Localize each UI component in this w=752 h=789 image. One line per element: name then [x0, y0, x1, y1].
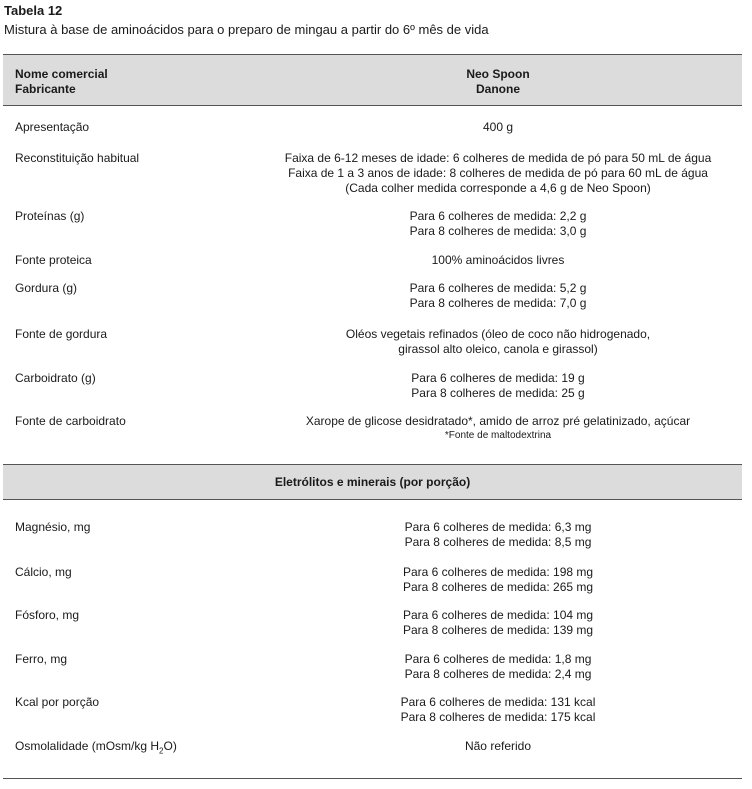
row-label: Kcal por porção: [15, 695, 100, 709]
row-value: [233, 414, 752, 442]
section-header: [3, 464, 742, 500]
footnote: *Fonte de maltodextrina: [444, 430, 552, 441]
row-value: [233, 739, 752, 754]
row-label: Carboidrato (g): [15, 371, 96, 385]
value-line: Faixa de 1 a 3 anos de idade: 8 colheres de medida de pó para 60 mL de água: [288, 166, 708, 180]
row-label: Fósforo, mg: [15, 608, 80, 622]
row-label: Ferro, mg: [15, 652, 68, 666]
value-line: Para 6 colheres de medida: 198 mg: [402, 565, 594, 579]
header-commercial-name: Nome comercial: [15, 67, 108, 81]
row-label: Apresentação: [15, 120, 90, 134]
row-value: [233, 608, 752, 638]
row-label: Proteínas (g): [15, 209, 85, 223]
value-line: Para 8 colheres de medida: 175 kcal: [400, 710, 596, 724]
value-line: Para 6 colheres de medida: 6,3 mg: [404, 520, 592, 534]
table-header: [3, 54, 742, 106]
label-text: O): [163, 739, 177, 753]
row-label: [15, 739, 177, 758]
value-line: Oléos vegetais refinados (óleo de coco não hidrogenado,: [345, 327, 651, 341]
section-title: Eletrólitos e minerais (por porção): [274, 475, 471, 489]
header-product: [333, 67, 663, 97]
header-product-name: Neo Spoon: [466, 67, 530, 81]
value-line: girassol alto oleico, canola e girassol): [398, 342, 598, 356]
value-line: 100% aminoácidos livres: [431, 253, 565, 267]
row-label: Magnésio, mg: [15, 520, 91, 534]
row-value: [233, 565, 752, 595]
label-text: Osmolalidade (mOsm/kg H: [15, 739, 160, 753]
value-line: Xarope de glicose desidratado*, amido de arroz pré gelatinizado, açúcar: [305, 414, 691, 428]
table-subtitle: Mistura à base de aminoácidos para o preparo de mingau a partir do 6º mês de vida: [4, 22, 489, 37]
row-value: [233, 151, 752, 196]
value-line: Para 6 colheres de medida: 104 mg: [402, 608, 594, 622]
value-line: Para 6 colheres de medida: 2,2 g: [409, 209, 587, 223]
row-value: [233, 652, 752, 682]
row-value: [233, 120, 752, 135]
row-value: [233, 520, 752, 550]
value-line: (Cada colher medida corresponde a 4,6 g de Neo Spoon): [345, 181, 651, 195]
table-bottom-rule: [3, 778, 742, 779]
row-label: Fonte proteica: [15, 253, 92, 267]
value-line: 400 g: [482, 120, 514, 134]
row-label: Cálcio, mg: [15, 565, 72, 579]
value-line: Para 8 colheres de medida: 2,4 mg: [404, 667, 592, 681]
row-value: [233, 281, 752, 311]
value-line: Para 8 colheres de medida: 8,5 mg: [404, 535, 592, 549]
row-value: [233, 253, 752, 268]
row-value: [233, 209, 752, 239]
row-label: Gordura (g): [15, 281, 78, 295]
row-label: Fonte de gordura: [15, 327, 108, 341]
value-line: Para 8 colheres de medida: 7,0 g: [409, 296, 587, 310]
row-label: Fonte de carboidrato: [15, 414, 126, 428]
value-line: Para 8 colheres de medida: 3,0 g: [409, 224, 587, 238]
value-line: Para 6 colheres de medida: 1,8 mg: [404, 652, 592, 666]
value-line: Para 6 colheres de medida: 131 kcal: [400, 695, 596, 709]
header-manufacturer: Fabricante: [15, 82, 76, 96]
value-line: Para 8 colheres de medida: 265 mg: [402, 580, 594, 594]
value-line: Não referido: [464, 739, 532, 753]
value-line: Para 6 colheres de medida: 5,2 g: [409, 281, 587, 295]
value-line: Para 8 colheres de medida: 139 mg: [402, 623, 594, 637]
header-column-label: [15, 67, 108, 97]
value-line: Faixa de 6-12 meses de idade: 6 colheres de medida de pó para 50 mL de água: [284, 151, 712, 165]
row-value: [233, 327, 752, 357]
label-subscript: 2: [159, 746, 164, 756]
header-product-manufacturer: Danone: [475, 82, 520, 96]
value-line: Para 8 colheres de medida: 25 g: [411, 386, 585, 400]
row-label: Reconstituição habitual: [15, 151, 140, 165]
value-line: Para 6 colheres de medida: 19 g: [411, 371, 585, 385]
row-value: [233, 371, 752, 401]
table-title: Tabela 12: [4, 3, 63, 18]
row-value: [233, 695, 752, 725]
